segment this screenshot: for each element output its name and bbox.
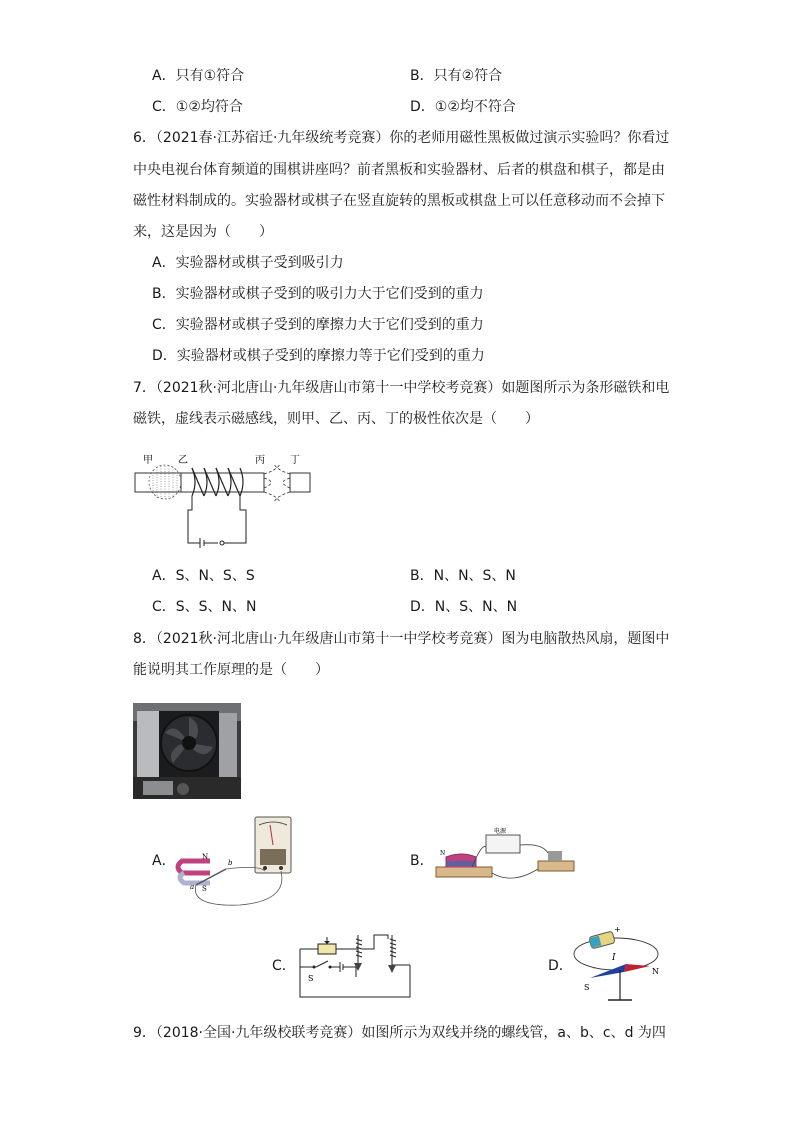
q6-option-a: A．实验器材或棋子受到吸引力 [152,255,344,271]
power-supply [486,835,520,853]
q5-option-b: B．只有②符合 [410,68,503,84]
svg-text:N: N [202,853,209,861]
svg-text:N: N [440,850,446,857]
q7-bar-magnet [135,473,181,492]
q7-option-c: C．S、S、N、N [152,599,257,615]
q8-option-a-figure [170,815,300,907]
q6-stem-line-2: 中央电视台体育频道的围棋讲座吗？前者黑板和实验器材、后者的棋盘和棋子，都是由 [133,162,665,178]
q9-stem-line-1: 9．（2018·全国·九年级校联考竞赛）如图所示为双线并绕的螺线管，a、b、c、d 为四 [133,1025,666,1041]
q6-option-c: C．实验器材或棋子受到的摩擦力大于它们受到的重力 [152,317,484,333]
q7-stem-line-1: 7．（2021秋·河北唐山·九年级唐山市第十一中学校考竞赛）如题图所示为条形磁铁和电 [133,380,670,396]
svg-text:a: a [190,883,195,891]
q7-magnet-figure [130,450,320,550]
svg-text:电源: 电源 [494,828,507,835]
svg-text:N: N [652,967,659,976]
current-loop [574,938,658,970]
q8-option-c-label: C． [272,958,296,974]
svg-text:b: b [228,859,233,867]
q7-circuit [188,496,246,548]
svg-text:+: + [614,925,621,934]
q7-stem-line-2: 磁铁，虚线表示磁感线，则甲、乙、丙、丁的极性依次是（ ） [133,411,539,427]
q8-stem-line-2: 能说明其工作原理的是（ ） [133,662,329,678]
q8-option-b-label: B． [410,853,434,869]
svg-text:I: I [612,953,616,963]
q5-option-d: D．①②均不符合 [410,99,516,115]
q7-right-magnet [290,473,310,492]
q7-label-jia: 甲 [143,455,153,466]
q7-label-ding: 丁 [290,455,300,466]
q8-cooling-fan-photo [133,703,241,799]
svg-text:S: S [308,974,314,983]
q8-option-c-figure [292,925,412,999]
q6-stem-line-3: 磁性材料制成的。实验器材或棋子在竖直旋转的黑板或棋盘上可以任意移动而不会掉下 [133,193,665,209]
q6-stem-line-4: 来，这是因为（ ） [133,224,273,240]
q7-label-bing: 丙 [255,455,265,466]
q7-option-a: A．S、N、S、S [152,568,255,584]
q7-option-b: B．N、N、S、N [410,568,516,584]
q5-option-c: C．①②均符合 [152,99,243,115]
q6-option-b: B．实验器材或棋子受到的吸引力大于它们受到的重力 [152,286,484,302]
q7-field-lines-right [264,464,290,502]
q8-option-a-label: A． [152,853,176,869]
q8-option-d-figure [568,918,668,1008]
q5-option-a: A．只有①符合 [152,68,245,84]
q6-option-d: D．实验器材或棋子受到的摩擦力等于它们受到的重力 [152,348,485,364]
q8-option-b-figure [432,823,582,893]
svg-text:S: S [202,885,207,893]
q8-stem-line-1: 8．（2021秋·河北唐山·九年级唐山市第十一中学校考竞赛）图为电脑散热风扇，题图中 [133,631,670,647]
sliding-rheostat [318,944,336,954]
svg-text:S: S [584,983,590,992]
q7-option-d: D．N、S、N、N [410,599,518,615]
q7-label-yi: 乙 [178,455,188,466]
q8-option-d-label: D． [548,958,573,974]
q6-stem-line-1: 6．（2021春·江苏宿迁·九年级统考竞赛）你的老师用磁性黑板做过演示实验吗？你看过 [133,130,670,146]
